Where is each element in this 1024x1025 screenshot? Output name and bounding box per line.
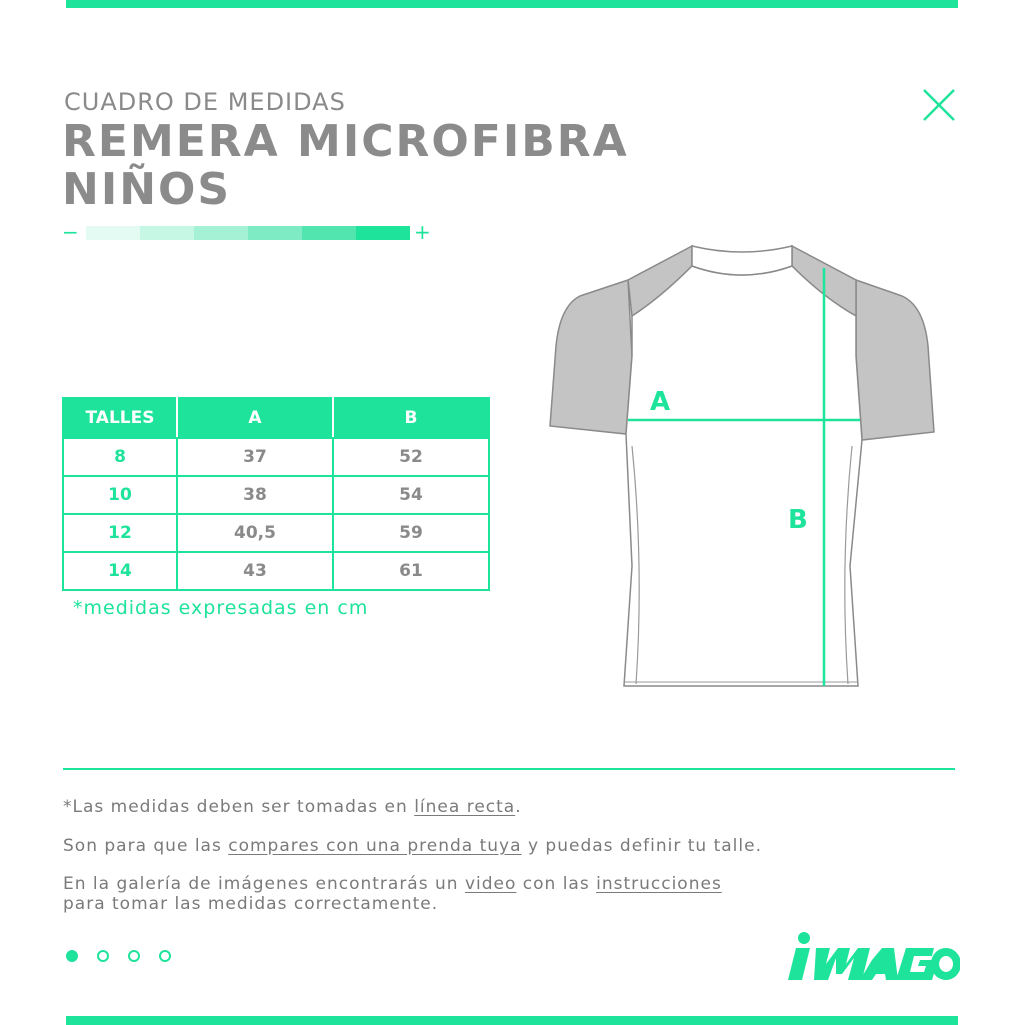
- title-line-1: REMERA MICROFIBRA: [62, 116, 629, 167]
- pagination-dot-1[interactable]: [66, 950, 78, 962]
- cell-b: 59: [333, 514, 489, 552]
- pagination: [66, 950, 186, 964]
- left-sleeve: [550, 280, 632, 434]
- link-compares[interactable]: compares con una prenda tuya: [228, 836, 522, 856]
- table-row: [63, 438, 489, 476]
- cell-a: 40,5: [177, 514, 333, 552]
- cell-b: 54: [333, 476, 489, 514]
- title-line-2: NIÑOS: [62, 164, 232, 215]
- top-accent-bar: [66, 0, 958, 8]
- cell-b: 52: [333, 438, 489, 476]
- size-table: [62, 397, 490, 591]
- right-sleeve: [856, 280, 934, 440]
- cell-size: 12: [63, 514, 177, 552]
- pagination-dot-3[interactable]: [128, 950, 140, 962]
- scale-segment: [140, 226, 194, 240]
- link-linea-recta[interactable]: línea recta: [414, 797, 516, 817]
- table-row: [63, 552, 489, 590]
- scale-segment: [356, 226, 410, 240]
- size-scale: [62, 222, 442, 244]
- bottom-accent-bar: [66, 1016, 958, 1025]
- label-b: B: [788, 505, 808, 535]
- collar: [692, 246, 792, 275]
- page-subtitle: CUADRO DE MEDIDAS: [64, 88, 346, 116]
- cell-b: 61: [333, 552, 489, 590]
- link-instrucciones[interactable]: instrucciones: [596, 874, 722, 894]
- header-b: B: [333, 398, 489, 438]
- instruction-paragraph-1: *Las medidas deben ser tomadas en línea recta.: [63, 797, 522, 817]
- cell-size: 14: [63, 552, 177, 590]
- pagination-dot-2[interactable]: [97, 950, 109, 962]
- instruction-paragraph-3: En la galería de imágenes encontrarás un video con las instrucciones para tomar las medidas correctamente.: [63, 874, 722, 914]
- imago-logo: [786, 930, 960, 984]
- table-note: *medidas expresadas en cm: [73, 597, 369, 619]
- link-video[interactable]: video: [464, 874, 517, 894]
- table-row: [63, 514, 489, 552]
- cell-a: 37: [177, 438, 333, 476]
- table-header-row: [63, 398, 489, 438]
- scale-segment: [248, 226, 302, 240]
- shirt-body: [624, 266, 862, 686]
- cell-size: 10: [63, 476, 177, 514]
- label-a: A: [650, 387, 671, 417]
- cell-a: 43: [177, 552, 333, 590]
- scale-segment: [302, 226, 356, 240]
- scale-segment: [86, 226, 140, 240]
- scale-plus-icon: +: [414, 220, 431, 244]
- header-a: A: [177, 398, 333, 438]
- table-row: [63, 476, 489, 514]
- page-title: [62, 118, 629, 214]
- scale-minus-icon: −: [62, 220, 79, 244]
- scale-segment: [194, 226, 248, 240]
- cell-size: 8: [63, 438, 177, 476]
- cell-a: 38: [177, 476, 333, 514]
- header-talles: TALLES: [63, 398, 177, 438]
- close-icon[interactable]: [920, 86, 958, 124]
- shirt-diagram: [540, 236, 950, 696]
- section-divider: [63, 768, 955, 770]
- pagination-dot-4[interactable]: [159, 950, 171, 962]
- instruction-paragraph-2: Son para que las compares con una prenda tuya y puedas definir tu talle.: [63, 836, 762, 856]
